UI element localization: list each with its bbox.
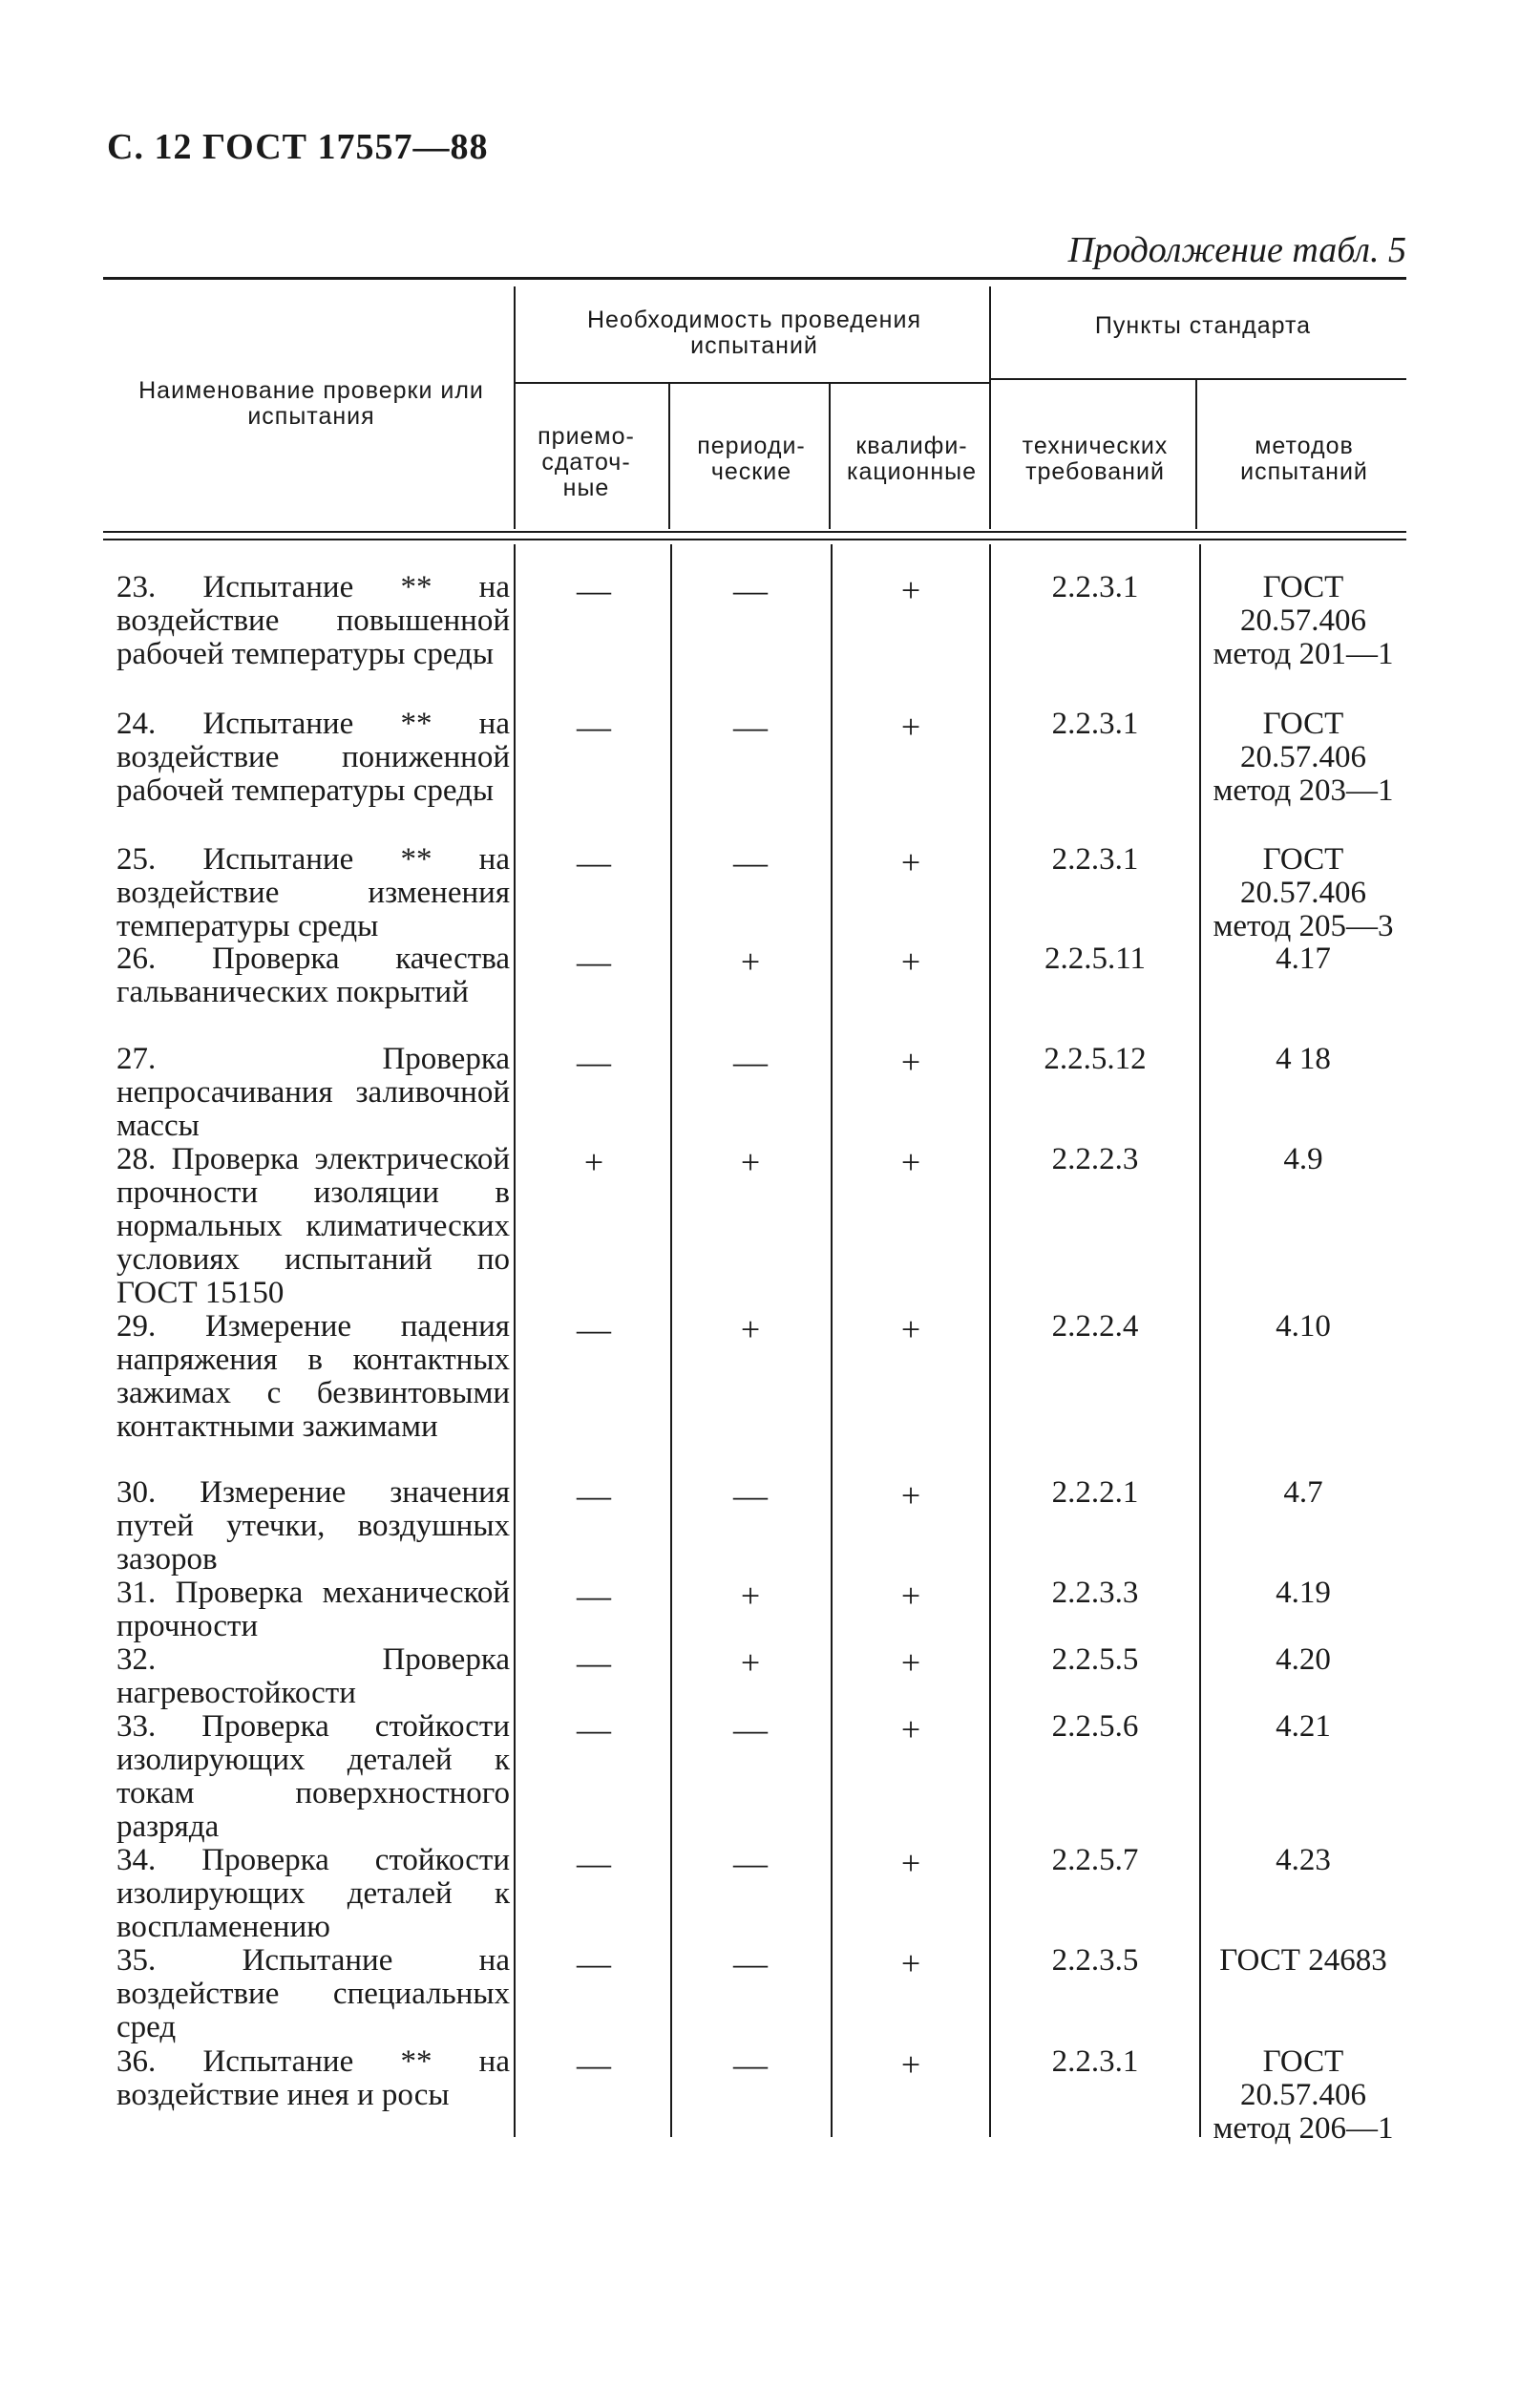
acceptance-mark: — [577,571,611,609]
requirement-clause: 2.2.2.4 [1051,1309,1139,1344]
qualification-mark: + [900,1844,921,1882]
header-rule [103,531,1406,533]
test-method [1201,708,1405,808]
column-divider [829,384,831,529]
qualification-mark: + [900,1577,921,1615]
requirement-clause: 2.2.3.1 [1051,842,1139,877]
requirement-clause: 2.2.3.1 [1051,2044,1139,2079]
test-method-line: 4.10 [1276,1309,1331,1344]
periodic-mark: — [733,2045,768,2084]
row-name: 27. Проверка непросачивания заливочной массы [116,1042,510,1143]
acceptance-mark: — [577,1944,611,1982]
test-method-line: 4.23 [1276,1843,1331,1877]
row-name: 33. Проверка стойкости изолирующих деталей к токам поверхностного разряда [116,1709,510,1844]
requirement-clause: 2.2.3.3 [1051,1576,1139,1610]
requirement-clause: 2.2.2.1 [1051,1475,1139,1510]
column-divider [1195,380,1197,529]
periodic-mark: + [740,1643,761,1682]
row-name: 32. Проверка нагревостойкости [116,1642,510,1710]
qualification-mark: + [900,571,921,609]
test-method-line: 4.19 [1276,1576,1331,1610]
header-test-methods: методов испытаний [1240,433,1368,485]
column-divider [831,544,833,2137]
row-name: 35. Испытание на воздействие специальных сред [116,1943,510,2044]
acceptance-mark: — [577,1710,611,1748]
column-divider [989,286,991,529]
test-method-line: ГОСТ [1262,570,1344,604]
periodic-mark: — [733,571,768,609]
acceptance-mark: + [583,1143,604,1181]
requirement-clause: 2.2.3.5 [1051,1943,1139,1978]
test-method-line: метод 203—1 [1213,773,1394,808]
qualification-mark: + [900,1476,921,1514]
qualification-mark: + [900,2045,921,2084]
acceptance-mark: — [577,1643,611,1682]
test-method-line: 20.57.406 [1240,740,1366,774]
test-method-line: 4.7 [1283,1475,1323,1510]
column-divider [514,286,516,529]
test-method [1201,1310,1405,1344]
periodic-mark: + [740,1577,761,1615]
requirement-clause: 2.2.3.1 [1051,570,1139,604]
column-divider [668,384,670,529]
periodic-mark: + [740,1143,761,1181]
qualification-mark: + [900,1710,921,1748]
requirement-clause: 2.2.2.3 [1051,1142,1139,1176]
test-method [1201,1643,1405,1677]
test-method [1201,1577,1405,1610]
column-divider [989,544,991,2137]
row-name: 36. Испытание ** на воздействие инея и росы [116,2044,510,2112]
test-method-line: ГОСТ 24683 [1219,1943,1387,1978]
requirement-clause: 2.2.5.11 [1044,942,1147,976]
row-name: 30. Измерение значения путей утечки, воздушных зазоров [116,1475,510,1577]
acceptance-mark: — [577,1043,611,1081]
header-tech-req: технических требований [1022,433,1169,485]
requirement-clause: 2.2.5.6 [1051,1709,1139,1744]
periodic-mark: — [733,843,768,881]
test-method-line: 20.57.406 [1240,603,1366,638]
qualification-mark: + [900,1043,921,1081]
acceptance-mark: — [577,1310,611,1348]
test-method-line: 4.17 [1276,942,1331,976]
periodic-mark: — [733,708,768,746]
test-method [1201,1944,1405,1978]
requirement-clause: 2.2.5.7 [1051,1843,1139,1877]
top-rule [103,277,1406,280]
row-name: 25. Испытание ** на воздействие изменения температуры среды [116,842,510,943]
header-rule [103,539,1406,540]
test-method-line: 4.20 [1276,1642,1331,1677]
test-method [1201,1844,1405,1877]
qualification-mark: + [900,1944,921,1982]
row-name: 24. Испытание ** на воздействие пониженной рабочей температуры среды [116,707,510,808]
column-divider [670,544,672,2137]
periodic-mark: — [733,1844,768,1882]
test-method [1201,1143,1405,1176]
qualification-mark: + [900,1643,921,1682]
periodic-mark: — [733,1043,768,1081]
qualification-mark: + [900,708,921,746]
subheader-rule [991,378,1406,380]
subheader-rule [516,382,991,384]
requirement-clause: 2.2.5.5 [1051,1642,1139,1677]
header-periodic: периоди-ческие [697,433,806,485]
test-method-line: ГОСТ [1262,707,1344,741]
periodic-mark: — [733,1476,768,1514]
test-method [1201,2045,1405,2146]
test-method-line: метод 205—3 [1213,909,1394,943]
test-method [1201,843,1405,943]
row-name: 26. Проверка качества гальванических покрытий [116,942,510,1009]
row-name: 34. Проверка стойкости изолирующих деталей к воспламенению [116,1843,510,1944]
qualification-mark: + [900,942,921,981]
test-method-line: метод 201—1 [1213,637,1394,671]
test-method-line: 4.9 [1283,1142,1323,1176]
test-method [1201,1043,1405,1076]
periodic-mark: — [733,1944,768,1982]
test-method [1201,571,1405,671]
test-method-line: 4.21 [1276,1709,1331,1744]
periodic-mark: + [740,942,761,981]
requirement-clause: 2.2.5.12 [1044,1042,1147,1076]
periodic-mark: + [740,1310,761,1348]
row-name: 29. Измерение падения напряжения в контактных зажимах с безвинтовыми контактными зажимами [116,1309,510,1444]
row-name: 28. Проверка электрической прочности изоляции в нормальных климатических условиях испытаний по ГОСТ 15150 [116,1142,510,1310]
column-divider [514,544,516,2137]
row-name: 23. Испытание ** на воздействие повышенной рабочей температуры среды [116,570,510,671]
test-method-line: ГОСТ [1262,2044,1344,2079]
header-qualification: квалифи-кационные [846,433,978,485]
qualification-mark: + [900,843,921,881]
page-header: С. 12 ГОСТ 17557—88 [107,127,489,167]
test-method-line: 20.57.406 [1240,2078,1366,2112]
qualification-mark: + [900,1143,921,1181]
acceptance-mark: — [577,843,611,881]
qualification-mark: + [900,1310,921,1348]
test-method-line: 4 18 [1276,1042,1331,1076]
test-method [1201,1710,1405,1744]
test-method [1201,1476,1405,1510]
header-name: Наименование проверки или испытания [138,377,484,430]
acceptance-mark: — [577,1844,611,1882]
acceptance-mark: — [577,1476,611,1514]
test-method-line: ГОСТ [1262,842,1344,877]
requirement-clause: 2.2.3.1 [1051,707,1139,741]
test-method-line: 20.57.406 [1240,876,1366,910]
acceptance-mark: — [577,942,611,981]
acceptance-mark: — [577,1577,611,1615]
table-caption: Продолжение табл. 5 [1067,230,1406,270]
test-method [1201,942,1405,976]
test-method-line: метод 206—1 [1213,2111,1394,2146]
acceptance-mark: — [577,2045,611,2084]
periodic-mark: — [733,1710,768,1748]
header-clauses: Пункты стандарта [1094,312,1312,339]
header-necessity: Необходимость проведения испытаний [587,307,921,359]
row-name: 31. Проверка механической прочности [116,1576,510,1643]
acceptance-mark: — [577,708,611,746]
header-acceptance: приемо-сдаточ-ные [538,423,635,501]
